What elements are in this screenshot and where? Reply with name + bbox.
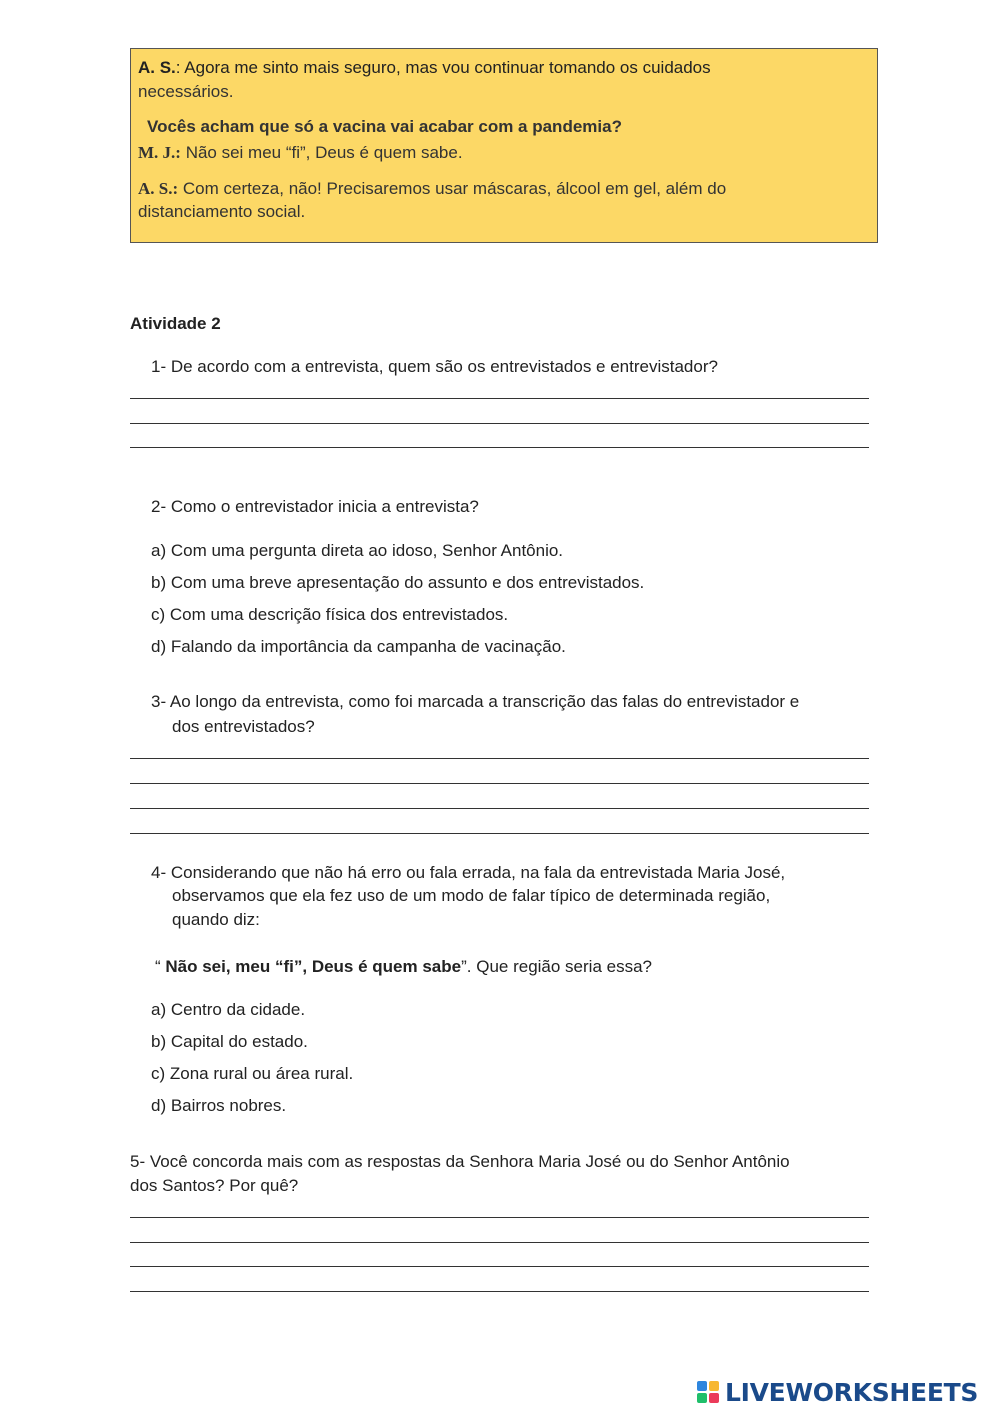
box-as-line — [138, 177, 726, 201]
question-3-line-1: 3- Ao longo da entrevista, como foi marcada a transcrição das falas do entrevistador e — [151, 692, 800, 711]
quote-bold-text: Não sei, meu “fi”, Deus é quem sabe — [165, 957, 462, 976]
answer-line-q3-3[interactable] — [130, 808, 869, 809]
q4-option-d[interactable]: d) Bairros nobres. — [151, 1096, 287, 1115]
q2-option-b[interactable]: b) Com uma breve apresentação do assunto e dos entrevistados. — [151, 573, 645, 592]
logo-tile — [697, 1393, 707, 1403]
quote-open: “ — [155, 957, 166, 976]
question-5-line-1: 5- Você concorda mais com as respostas da Senhora Maria José ou do Senhor Antônio — [130, 1152, 790, 1171]
logo-text: LIVEWORKSHEETS — [725, 1378, 979, 1407]
question-2: 2- Como o entrevistador inicia a entrevista? — [151, 497, 479, 516]
question-4-quote — [155, 955, 652, 979]
question-4-line-1: 4- Considerando que não há erro ou fala errada, na fala da entrevistada Maria José, — [151, 863, 786, 882]
answer-line-q5-3[interactable] — [130, 1266, 869, 1267]
box-as-text: Com certeza, não! Precisaremos usar máscaras, álcool em gel, além do — [178, 179, 727, 198]
answer-line-q3-1[interactable] — [130, 758, 869, 759]
liveworksheets-tiles-icon — [697, 1381, 721, 1405]
question-4-line-2: observamos que ela fez uso de um modo de falar típico de determinada região, — [172, 886, 771, 905]
answer-line-q1-1[interactable] — [130, 398, 869, 399]
answer-line-q5-1[interactable] — [130, 1217, 869, 1218]
box-question: Vocês acham que só a vacina vai acabar com a pandemia? — [147, 117, 622, 136]
question-1: 1- De acordo com a entrevista, quem são os entrevistados e entrevistador? — [151, 357, 718, 376]
question-5-line-2: dos Santos? Por quê? — [130, 1176, 299, 1195]
speaker-mj: M. J.: — [138, 143, 181, 162]
q4-option-b[interactable]: b) Capital do estado. — [151, 1032, 308, 1051]
q2-option-d[interactable]: d) Falando da importância da campanha de vacinação. — [151, 637, 566, 656]
question-3-line-2: dos entrevistados? — [172, 717, 315, 736]
q2-option-a[interactable]: a) Com uma pergunta direta ao idoso, Senhor Antônio. — [151, 541, 564, 560]
q4-option-a[interactable]: a) Centro da cidade. — [151, 1000, 306, 1019]
answer-line-q5-2[interactable] — [130, 1242, 869, 1243]
logo-tile — [697, 1381, 707, 1391]
logo-tile — [709, 1393, 719, 1403]
box-line-1-text: : Agora me sinto mais seguro, mas vou continuar tomando os cuidados — [175, 58, 711, 77]
box-line-1-cont: necessários. — [138, 82, 234, 101]
q2-option-c[interactable]: c) Com uma descrição física dos entrevistados. — [151, 605, 509, 624]
box-as-cont: distanciamento social. — [138, 202, 306, 221]
answer-line-q5-4[interactable] — [130, 1291, 869, 1292]
box-mj-line — [138, 141, 463, 165]
speaker-as-2: A. S.: — [138, 179, 179, 198]
answer-line-q3-2[interactable] — [130, 783, 869, 784]
answer-line-q1-3[interactable] — [130, 447, 869, 448]
box-line-1 — [138, 56, 711, 80]
quote-rest: ”. Que região seria essa? — [461, 957, 652, 976]
q4-option-c[interactable]: c) Zona rural ou área rural. — [151, 1064, 354, 1083]
activity-title: Atividade 2 — [130, 314, 221, 333]
answer-line-q3-4[interactable] — [130, 833, 869, 834]
box-mj-text: Não sei meu “fi”, Deus é quem sabe. — [180, 143, 463, 162]
answer-line-q1-2[interactable] — [130, 423, 869, 424]
logo-tile — [709, 1381, 719, 1391]
speaker-as: A. S. — [138, 58, 176, 77]
question-4-line-3: quando diz: — [172, 910, 260, 929]
